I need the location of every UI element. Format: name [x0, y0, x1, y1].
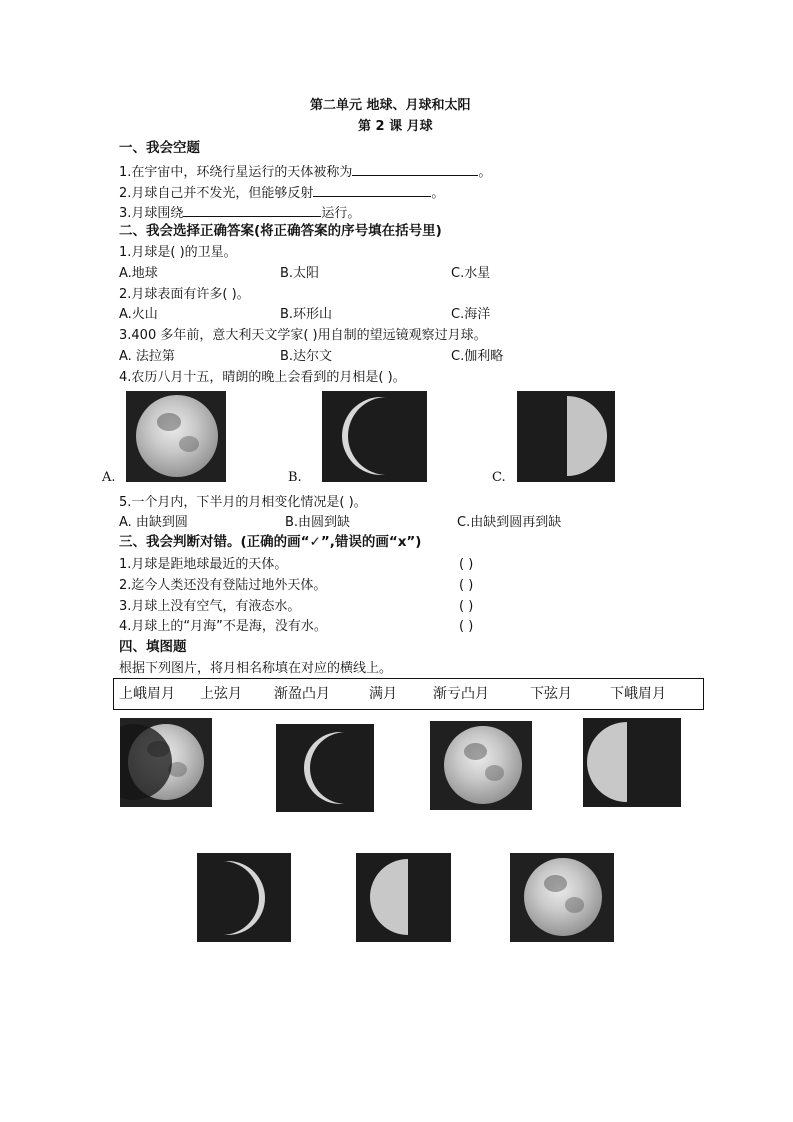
answer-paren[interactable]: ( ): [459, 599, 474, 614]
question-2-1: 1.月球是( )的卫星。: [119, 245, 237, 260]
moon-photo-quarter-2: [583, 718, 681, 807]
question-2-5: 5.一个月内，下半月的月相变化情况是( )。: [119, 495, 367, 510]
lesson-title: 第 2 课 月球: [358, 119, 433, 134]
quarter-moon-image: [527, 396, 607, 476]
question-1-1: [119, 163, 491, 179]
question-end: 运行。: [321, 206, 361, 221]
option-label-b: B.: [288, 470, 302, 485]
section-2-heading: 二、我会选择正确答案(将正确答案的序号填在括号里): [119, 223, 442, 239]
option-c: C.由缺到圆再到缺: [457, 515, 562, 530]
phase-name: 下峨眉月: [610, 686, 666, 702]
section-4-instruction: 根据下列图片，将月相名称填在对应的横线上。: [119, 661, 393, 676]
answer-paren[interactable]: ( ): [459, 557, 474, 572]
option-a: A.火山: [119, 307, 158, 322]
phase-name: 上峨眉月: [119, 686, 175, 702]
crescent-moon-image: [197, 861, 259, 935]
question-end: 。: [431, 186, 445, 201]
option-c: C.海洋: [451, 307, 491, 322]
option-label-a: A.: [102, 470, 116, 485]
question-1-3: [119, 204, 360, 220]
answer-blank[interactable]: [313, 184, 431, 197]
answer-paren[interactable]: ( ): [459, 578, 474, 593]
full-moon-image: [136, 395, 218, 477]
judge-item-2: 2.迄今人类还没有登陆过地外天体。: [119, 578, 327, 593]
moon-photo-quarter: [517, 391, 615, 482]
moon-photo-full-2: [430, 721, 532, 810]
judge-item-3: 3.月球上没有空气，有液态水。: [119, 599, 301, 614]
full-moon-image: [524, 858, 602, 936]
section-1-heading: 一、我会空题: [119, 140, 200, 156]
judge-item-4: 4.月球上的“月海”不是海，没有水。: [119, 619, 327, 634]
option-c: C.水星: [451, 266, 491, 281]
option-b: B.达尔文: [280, 349, 333, 364]
option-b: B.环形山: [280, 307, 333, 322]
option-a: A. 法拉第: [119, 349, 175, 364]
question-2-3: 3.400 多年前，意大利天文学家( )用自制的望远镜观察过月球。: [119, 328, 487, 343]
crescent-moon-image: [310, 732, 374, 804]
option-b: B.由圆到缺: [285, 515, 351, 530]
moon-photo-crescent-2: [276, 724, 374, 812]
moon-photo-gibbous-1: [120, 718, 212, 807]
phase-name: 满月: [369, 686, 397, 702]
phase-name: 下弦月: [530, 686, 572, 702]
option-c: C.伽利略: [451, 349, 504, 364]
question-text: 2.月球自己并不发光，但能够反射: [119, 186, 314, 201]
moon-photo-crescent: [322, 391, 427, 482]
phase-name: 上弦月: [200, 686, 242, 702]
crescent-moon-image: [348, 397, 426, 475]
quarter-moon-image: [587, 722, 667, 802]
moon-photo-full: [126, 391, 226, 482]
option-label-c: C.: [492, 470, 506, 485]
answer-paren[interactable]: ( ): [459, 619, 474, 634]
question-2-4: 4.农历八月十五，晴朗的晚上会看到的月相是( )。: [119, 370, 406, 385]
full-moon-image: [444, 726, 522, 804]
phase-name: 渐盈凸月: [274, 686, 330, 702]
option-a: A.地球: [119, 266, 158, 281]
answer-blank[interactable]: [183, 204, 321, 217]
option-b: B.太阳: [280, 266, 320, 281]
moon-photo-quarter-3: [356, 853, 451, 942]
option-a: A. 由缺到圆: [119, 515, 188, 530]
question-end: 。: [478, 165, 492, 180]
question-2-2: 2.月球表面有许多( )。: [119, 287, 250, 302]
quarter-moon-image: [370, 859, 446, 935]
question-text: 3.月球围绕: [119, 206, 184, 221]
answer-blank[interactable]: [352, 163, 478, 176]
judge-item-1: 1.月球是距地球最近的天体。: [119, 557, 288, 572]
page-title: 第二单元 地球、月球和太阳: [310, 98, 471, 113]
moon-photo-full-3: [510, 853, 614, 942]
moon-photo-crescent-3: [197, 853, 291, 942]
question-text: 1.在宇宙中，环绕行星运行的天体被称为: [119, 165, 353, 180]
phase-name: 渐亏凸月: [433, 686, 489, 702]
section-3-heading: 三、我会判断对错。(正确的画“✓”,错误的画“x”): [119, 534, 422, 550]
section-4-heading: 四、填图题: [119, 639, 187, 655]
question-1-2: [119, 184, 444, 200]
